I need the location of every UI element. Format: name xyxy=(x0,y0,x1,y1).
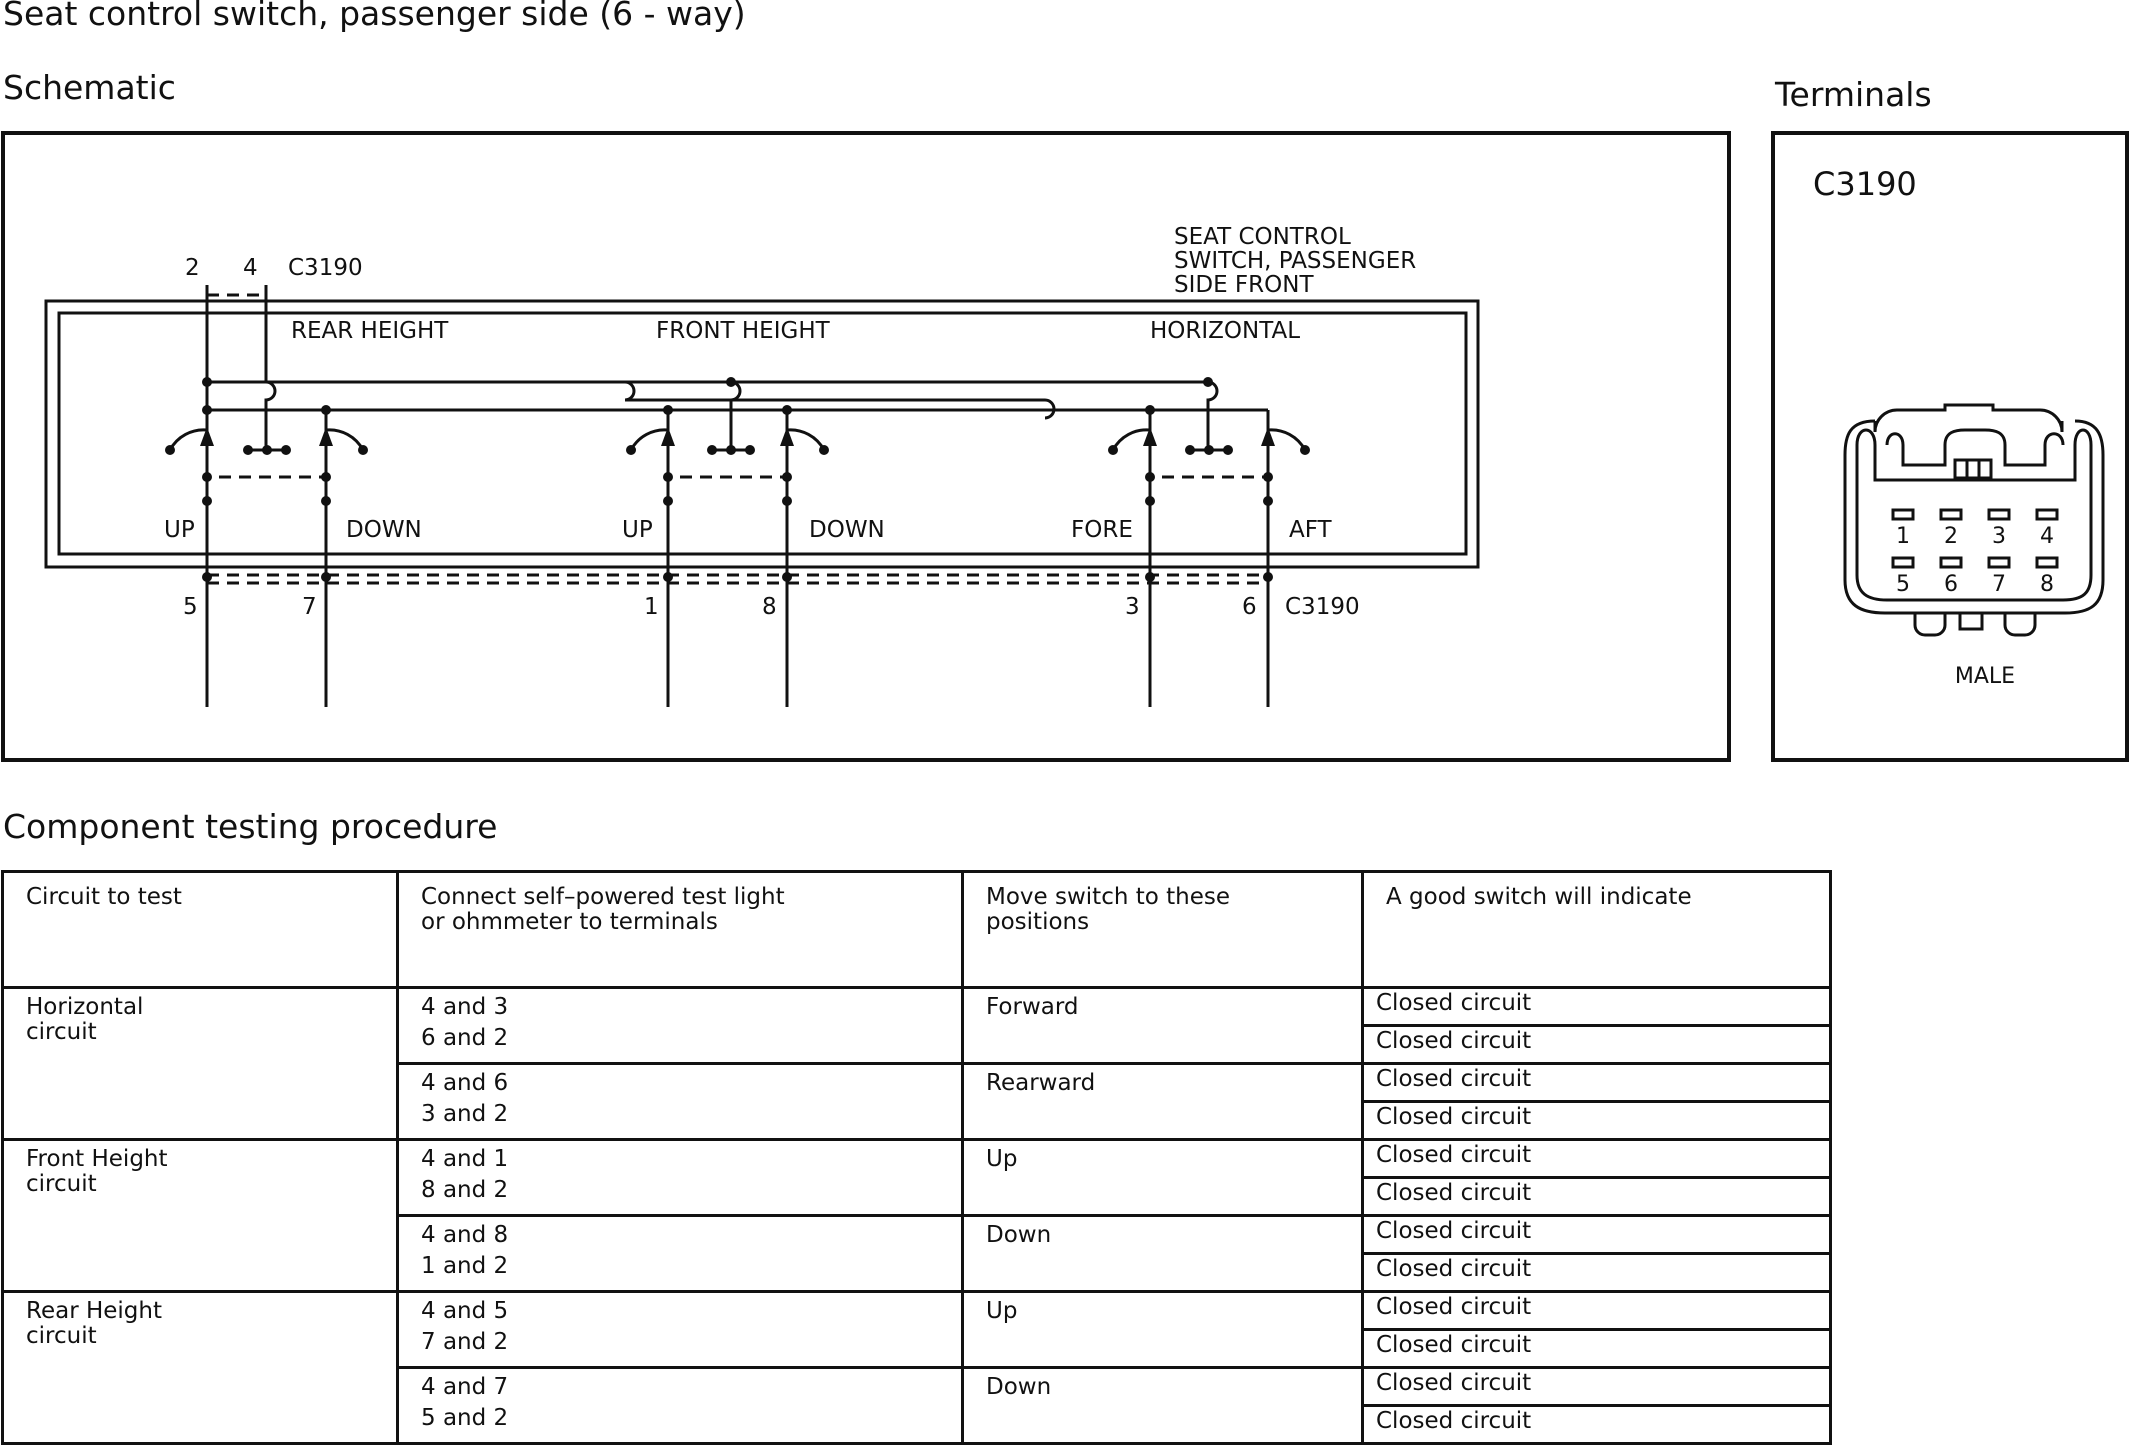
table-row xyxy=(3,1292,1831,1330)
result-cell: Closed circuit xyxy=(1363,1102,1831,1140)
page-title: Seat control switch, passenger side (6 - way) xyxy=(3,0,746,33)
result-cell: Closed circuit xyxy=(1363,1254,1831,1292)
terminal-pair: 3 and 2 xyxy=(421,1101,509,1127)
top-pin-label: 2 xyxy=(185,255,200,281)
terminal-pairs-cell xyxy=(398,1140,963,1216)
header-cell: A good switch will indicate xyxy=(1363,872,1831,988)
terminal-number: 6 xyxy=(1944,572,1958,597)
table-row xyxy=(3,988,1831,1026)
terminal-number: 1 xyxy=(1896,524,1910,549)
header-cell: Circuit to test xyxy=(3,872,398,988)
result-cell: Closed circuit xyxy=(1363,1406,1831,1444)
switch-position-cell: Forward xyxy=(963,988,1363,1064)
terminal-pairs-cell xyxy=(398,1292,963,1368)
pin4-drop-rear xyxy=(266,382,275,447)
schematic-nodes xyxy=(165,377,1310,582)
terminal-pair: 4 and 5 xyxy=(421,1298,509,1324)
terminal-pairs-cell xyxy=(398,1064,963,1140)
terminals-heading: Terminals xyxy=(1775,75,1932,114)
result-cell: Closed circuit xyxy=(1363,1368,1831,1406)
bottom-pin-label: 3 xyxy=(1125,594,1140,620)
terminals-panel xyxy=(1771,131,2129,762)
terminal-pairs-cell xyxy=(398,1368,963,1444)
terminals-connector-label: C3190 xyxy=(1813,165,1917,203)
bottom-pin-label: 1 xyxy=(644,594,659,620)
result-cell: Closed circuit xyxy=(1363,1292,1831,1330)
pin4-drop-front xyxy=(731,382,740,447)
terminal-pair: 5 and 2 xyxy=(421,1405,509,1431)
terminal-number: 7 xyxy=(1992,572,2006,597)
terminal-number: 3 xyxy=(1992,524,2006,549)
terminal-pair: 1 and 2 xyxy=(421,1253,509,1279)
switch-position-cell: Rearward xyxy=(963,1064,1363,1140)
section-name: FRONT HEIGHT xyxy=(656,318,830,344)
top-pin-label: 4 xyxy=(243,255,258,281)
result-cell: Closed circuit xyxy=(1363,1064,1831,1102)
bus-pin4 xyxy=(207,382,1054,418)
circuit-name-cell: Horizontal circuit xyxy=(3,988,398,1140)
schematic-panel xyxy=(1,131,1731,762)
result-cell: Closed circuit xyxy=(1363,1216,1831,1254)
component-label-line: SWITCH, PASSENGER xyxy=(1174,248,1417,274)
result-cell: Closed circuit xyxy=(1363,1140,1831,1178)
terminal-pair: 4 and 6 xyxy=(421,1070,509,1096)
terminal-pair: 4 and 1 xyxy=(421,1146,509,1172)
switch-position-label: DOWN xyxy=(346,517,422,543)
schematic-diagram xyxy=(5,135,1727,758)
result-cell: Closed circuit xyxy=(1363,1330,1831,1368)
component-label-line: SEAT CONTROL xyxy=(1174,224,1351,250)
component-label-line: SIDE FRONT xyxy=(1174,272,1314,298)
connector-outline xyxy=(1845,405,2103,635)
result-cell: Closed circuit xyxy=(1363,988,1831,1026)
procedure-table xyxy=(1,870,1832,1445)
terminal-pair: 4 and 3 xyxy=(421,994,509,1020)
pin4-drop-horiz xyxy=(1208,382,1217,447)
procedure-body xyxy=(3,988,1831,1444)
terminal-number: 8 xyxy=(2040,572,2054,597)
terminal-number: 4 xyxy=(2040,524,2054,549)
terminal-number: 5 xyxy=(1896,572,1910,597)
switch-position-label: UP xyxy=(164,517,195,543)
switch-position-cell: Down xyxy=(963,1368,1363,1444)
circuit-name-cell: Front Height circuit xyxy=(3,1140,398,1292)
terminal-pair: 4 and 7 xyxy=(421,1374,509,1400)
terminal-pair: 7 and 2 xyxy=(421,1329,509,1355)
result-cell: Closed circuit xyxy=(1363,1026,1831,1064)
bottom-pin-label: 5 xyxy=(183,594,198,620)
switch-position-label: DOWN xyxy=(809,517,885,543)
switch-position-label: FORE xyxy=(1071,517,1133,543)
switch-position-label: UP xyxy=(622,517,653,543)
switch-position-cell: Up xyxy=(963,1140,1363,1216)
table-row xyxy=(3,1140,1831,1178)
connector-face-diagram xyxy=(1775,135,2125,758)
terminal-pairs-cell xyxy=(398,988,963,1064)
connector-label-top: C3190 xyxy=(288,255,363,281)
switch-housing-inner xyxy=(59,313,1466,554)
circuit-name-cell: Rear Height circuit xyxy=(3,1292,398,1444)
connector-label-bottom: C3190 xyxy=(1285,594,1360,620)
header-cell: Connect self–powered test light or ohmmeter to terminals xyxy=(398,872,963,988)
terminal-pair: 6 and 2 xyxy=(421,1025,509,1051)
section-name: REAR HEIGHT xyxy=(291,318,449,344)
terminal-pair: 8 and 2 xyxy=(421,1177,509,1203)
bottom-pin-label: 8 xyxy=(762,594,777,620)
bottom-pin-label: 7 xyxy=(302,594,317,620)
table-header-row xyxy=(3,872,1831,988)
bottom-pin-label: 6 xyxy=(1242,594,1257,620)
switch-position-cell: Down xyxy=(963,1216,1363,1292)
terminal-pair: 4 and 8 xyxy=(421,1222,509,1248)
header-cell: Move switch to these positions xyxy=(963,872,1363,988)
terminal-number: 2 xyxy=(1944,524,1958,549)
section-name: HORIZONTAL xyxy=(1150,318,1301,344)
terminal-pairs-cell xyxy=(398,1216,963,1292)
connector-gender-label: MALE xyxy=(1954,664,2016,689)
switch-position-cell: Up xyxy=(963,1292,1363,1368)
switch-position-label: AFT xyxy=(1289,517,1332,543)
procedure-heading: Component testing procedure xyxy=(3,807,498,846)
schematic-heading: Schematic xyxy=(3,68,176,107)
result-cell: Closed circuit xyxy=(1363,1178,1831,1216)
